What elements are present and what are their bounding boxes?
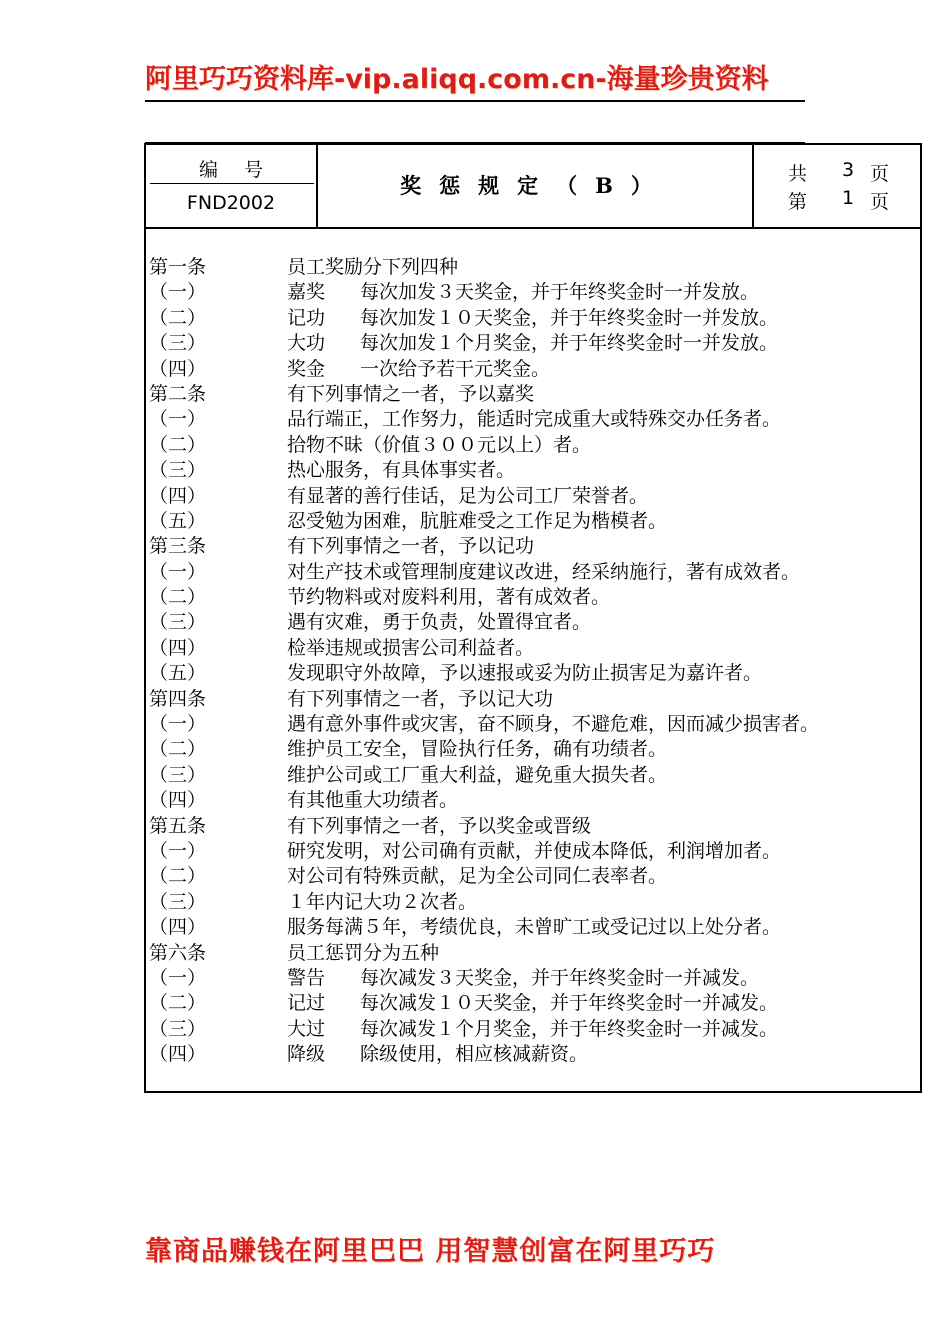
clause-number: （三）: [149, 1017, 207, 1040]
clause-text: 记功: [287, 306, 326, 329]
clause-line: [149, 560, 919, 585]
clause-detail: 每次加发３天奖金，并于年终奖金时一并发放。: [360, 281, 760, 304]
clause-number: （三）: [149, 890, 207, 913]
clause-number: （一）: [149, 839, 207, 862]
clause-text: 研究发明，对公司确有贡献，并使成本降低，利润增加者。: [287, 839, 782, 862]
code-divider: [150, 183, 314, 184]
clause-line: [149, 814, 919, 839]
code-cell: [146, 145, 318, 227]
clause-number: （一）: [149, 560, 207, 583]
clause-text: 服务每满５年，考绩优良，未曾旷工或受记过以上处分者。: [287, 916, 782, 939]
clause-line: [149, 661, 919, 686]
clause-text: 记过: [287, 992, 326, 1015]
clause-text: 发现职守外故障，予以速报或妥为防止损害足为嘉许者。: [287, 662, 763, 685]
banner-underline: [145, 100, 805, 102]
current-page-label: 第: [788, 191, 808, 213]
total-pages-value: 3: [841, 159, 855, 181]
clause-number: （一）: [149, 966, 207, 989]
clause-line: [149, 610, 919, 635]
clause-text: 有其他重大功绩者。: [287, 789, 459, 812]
clause-text: 有下列事情之一者，予以记大功: [287, 687, 554, 710]
clause-detail: 每次加发１个月奖金，并于年终奖金时一并发放。: [360, 332, 779, 355]
total-pages-row: [754, 159, 922, 189]
clause-number: 第五条: [149, 814, 207, 837]
current-page-row: [754, 187, 922, 217]
clause-number: （二）: [149, 992, 207, 1015]
regulation-body: [149, 255, 919, 1068]
clause-line: [149, 890, 919, 915]
current-page-value: 1: [841, 187, 855, 209]
clause-text: 忍受勉为困难，肮脏难受之工作足为楷模者。: [287, 509, 668, 532]
clause-line: [149, 636, 919, 661]
clause-line: [149, 331, 919, 356]
clause-line: [149, 712, 919, 737]
clause-text: 拾物不昧（价值３００元以上）者。: [287, 433, 592, 456]
clause-number: （二）: [149, 586, 207, 609]
clause-line: [149, 484, 919, 509]
clause-detail: 除级使用，相应核减薪资。: [360, 1043, 589, 1066]
page-info-cell: [752, 145, 922, 227]
clause-detail: 每次减发１０天奖金，并于年终奖金时一并减发。: [360, 992, 779, 1015]
clause-line: [149, 737, 919, 762]
clause-text: 节约物料或对废料利用，著有成效者。: [287, 586, 611, 609]
footer-slogan: 靠商品赚钱在阿里巴巴 用智慧创富在阿里巧巧: [145, 1236, 716, 1267]
clause-number: （二）: [149, 865, 207, 888]
clause-number: （三）: [149, 459, 207, 482]
total-pages-unit: 页: [870, 163, 890, 185]
clause-line: [149, 941, 919, 966]
clause-line: [149, 788, 919, 813]
clause-text: 有下列事情之一者，予以记功: [287, 535, 535, 558]
clause-text: 对生产技术或管理制度建议改进，经采纳施行，著有成效者。: [287, 560, 801, 583]
clause-number: （四）: [149, 1043, 207, 1066]
clause-text: 品行端正，工作努力，能适时完成重大或特殊交办任务者。: [287, 408, 782, 431]
clause-line: [149, 1017, 919, 1042]
clause-line: [149, 839, 919, 864]
clause-text: 大过: [287, 1017, 326, 1040]
code-value: FND2002: [186, 192, 276, 214]
current-page-unit: 页: [870, 191, 890, 213]
clause-number: （四）: [149, 484, 207, 507]
clause-number: （一）: [149, 713, 207, 736]
clause-text: 遇有灾难，勇于负责，处置得宜者。: [287, 611, 592, 634]
document-frame: [144, 143, 922, 1093]
clause-text: 员工奖励分下列四种: [287, 256, 459, 278]
clause-number: （五）: [149, 662, 207, 685]
total-pages-label: 共: [788, 163, 808, 185]
clause-text: 有下列事情之一者，予以奖金或晋级: [287, 814, 592, 837]
clause-text: 热心服务，有具体事实者。: [287, 459, 516, 482]
clause-text: 对公司有特殊贡献，足为全公司同仁表率者。: [287, 865, 668, 888]
clause-line: [149, 509, 919, 534]
clause-line: [149, 306, 919, 331]
clause-number: （四）: [149, 789, 207, 812]
clause-number: （二）: [149, 306, 207, 329]
clause-line: [149, 991, 919, 1016]
clause-number: 第六条: [149, 941, 207, 964]
clause-number: （五）: [149, 509, 207, 532]
clause-number: 第四条: [149, 687, 207, 710]
clause-text: 大功: [287, 332, 326, 355]
clause-number: （二）: [149, 738, 207, 761]
clause-line: [149, 864, 919, 889]
clause-number: （三）: [149, 332, 207, 355]
clause-detail: 每次加发１０天奖金，并于年终奖金时一并发放。: [360, 306, 779, 329]
clause-line: [149, 966, 919, 991]
clause-detail: 一次给予若干元奖金。: [360, 357, 551, 380]
clause-number: （四）: [149, 916, 207, 939]
code-label: 编号: [198, 159, 289, 181]
clause-line: [149, 280, 919, 305]
clause-text: 警告: [287, 966, 326, 989]
document-header: [146, 145, 920, 229]
clause-line: [149, 382, 919, 407]
clause-line: [149, 255, 919, 280]
clause-line: [149, 687, 919, 712]
clause-number: 第二条: [149, 382, 207, 405]
clause-line: [149, 357, 919, 382]
clause-number: （一）: [149, 408, 207, 431]
clause-text: 奖金: [287, 357, 326, 380]
clause-number: 第一条: [149, 256, 207, 278]
clause-number: （四）: [149, 357, 207, 380]
document-title: 奖惩规定（B）: [400, 173, 670, 198]
clause-text: 嘉奖: [287, 281, 326, 304]
header-banner: 阿里巧巧资料库-vip.aliqq.com.cn-海量珍贵资料: [145, 64, 769, 95]
clause-text: 有显著的善行佳话，足为公司工厂荣誉者。: [287, 484, 649, 507]
clause-line: [149, 534, 919, 559]
clause-line: [149, 585, 919, 610]
clause-text: 检举违规或损害公司利益者。: [287, 636, 535, 659]
clause-line: [149, 407, 919, 432]
clause-text: １年内记大功２次者。: [287, 890, 478, 913]
clause-line: [149, 1042, 919, 1067]
clause-text: 遇有意外事件或灾害，奋不顾身，不避危难，因而减少损害者。: [287, 713, 820, 736]
clause-line: [149, 763, 919, 788]
clause-number: （三）: [149, 763, 207, 786]
clause-number: （三）: [149, 611, 207, 634]
clause-text: 维护员工安全，冒险执行任务，确有功绩者。: [287, 738, 668, 761]
clause-number: 第三条: [149, 535, 207, 558]
clause-text: 员工惩罚分为五种: [287, 941, 440, 964]
clause-number: （四）: [149, 636, 207, 659]
clause-detail: 每次减发３天奖金，并于年终奖金时一并减发。: [360, 966, 760, 989]
clause-detail: 每次减发１个月奖金，并于年终奖金时一并减发。: [360, 1017, 779, 1040]
clause-number: （二）: [149, 433, 207, 456]
clause-text: 维护公司或工厂重大利益，避免重大损失者。: [287, 763, 668, 786]
clause-line: [149, 458, 919, 483]
clause-number: （一）: [149, 281, 207, 304]
clause-line: [149, 915, 919, 940]
clause-text: 降级: [287, 1043, 326, 1066]
clause-line: [149, 433, 919, 458]
clause-text: 有下列事情之一者，予以嘉奖: [287, 382, 535, 405]
